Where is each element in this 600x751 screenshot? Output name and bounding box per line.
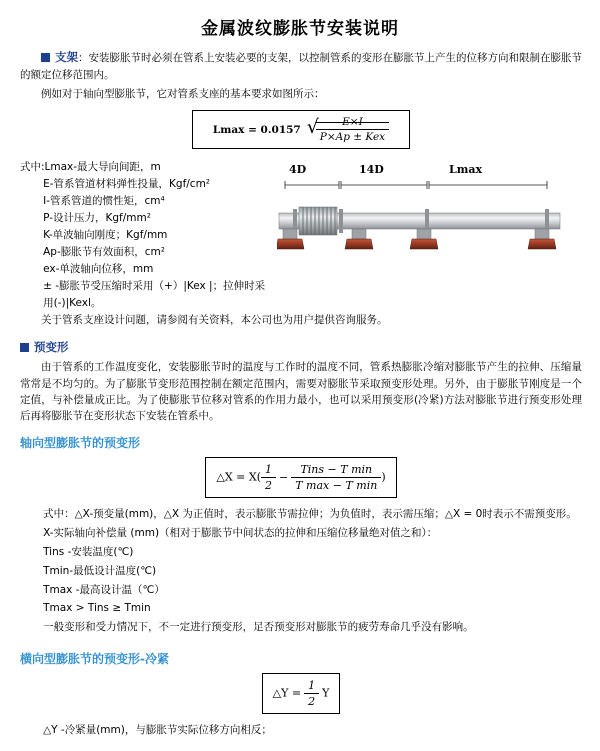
support-para2: 例如对于轴向型膨胀节，它对管系支座的基本要求如图所示： xyxy=(41,88,325,101)
bellows-joint xyxy=(299,207,337,235)
axial-formula-half xyxy=(261,463,276,492)
axial-note: X-实际轴向补偿量 (mm)（相对于膨胀节中间状态的拉伸和压缩位移量绝对值之和）： xyxy=(43,527,438,540)
definition-item: K-单波轴向刚度；Kgf/mm xyxy=(43,229,168,242)
support-heading: 支架 xyxy=(55,50,78,64)
page-title: 金属波纹膨胀节安装说明 xyxy=(201,19,399,39)
piping-diagram-container xyxy=(275,153,582,294)
piping-diagram xyxy=(277,179,562,294)
dimension-lines xyxy=(285,181,547,189)
lateral-formula-lhs: △Y = xyxy=(272,686,302,700)
lateral-note: △Y -冷紧量(mm)，与膨胀节实际位移方向相反； xyxy=(43,724,272,737)
definitions-and-diagram xyxy=(20,153,582,312)
support-intro-paragraph: 支架：安装膨胀节时必须在管系上安装必要的支架，以控制管系的变形在膨胀节上产生的位移方向和限制在膨胀节的额定位移范围内。 xyxy=(20,50,582,81)
support-para1: 安装膨胀节时必须在管系上安装必要的支架，以控制管系的变形在膨胀节上产生的位移方向和限制在膨胀节的额定位移范围内。 xyxy=(20,52,582,81)
lateral-formula-rhs: Y xyxy=(322,686,330,700)
axial-note: Tmin-最低设计温度(℃) xyxy=(43,564,157,577)
axial-formula-rhs: ) xyxy=(381,470,386,484)
axial-half-den: 2 xyxy=(265,479,272,493)
diagram-dimension-labels xyxy=(275,163,582,179)
document-page xyxy=(0,14,600,751)
diagram-label-4d: 4D xyxy=(289,163,307,177)
definition-item: 式中:Lmax-最大导向间距，m xyxy=(20,161,161,174)
axial-note: Tmax > Tins ≥ Tmin xyxy=(43,602,151,615)
axial-note: Tins -安装温度(℃) xyxy=(43,546,134,559)
diagram-label-lmax: Lmax xyxy=(449,163,483,177)
lateral-formula-box xyxy=(262,673,341,714)
blue-square-icon xyxy=(20,343,29,352)
lmax-formula-lhs: Lmax = 0.0157 xyxy=(212,123,301,136)
support-para3: 关于管系支座设计问题，请参阅有关资料，本公司也为用户提供咨询服务。 xyxy=(41,314,388,327)
lmax-numerator: √ E×I xyxy=(316,116,389,130)
sqrt-symbol xyxy=(307,116,389,143)
definition-item: ex-单波轴向位移，mm xyxy=(43,263,154,276)
document-body xyxy=(0,49,600,739)
lmax-formula xyxy=(192,110,410,149)
lateral-formula-half xyxy=(304,679,319,708)
definition-item: P-设计压力，Kgf/mm² xyxy=(43,212,151,225)
axial-half-num: 1 xyxy=(261,463,276,478)
axial-predeform-formula xyxy=(20,457,582,498)
predeform-para1: 由于管系的工作温度变化，安装膨胀节时的温度与工作时的温度不同，管系热膨胀冷缩对膨胀节产生的拉伸、压缩量常常是不均匀的。为了膨胀节变形范围控制在额定范围内，需要对膨胀节采取预变形处理。另外，由于膨胀节刚度是一个定值，与补偿量成正比。为了使膨胀节位移对管系的作用力最小，也可以采用预变形(冷紧)方法对膨胀节进行预变形处理后再将膨胀节在变形状态下安装在管系中。 xyxy=(20,361,582,423)
sqrt-bar xyxy=(316,116,389,144)
axial-note: Tmax -最高设计温（℃） xyxy=(43,583,165,596)
predeform-heading: 预变形 xyxy=(34,339,69,354)
definition-item: Ap-膨胀节有效面积，cm² xyxy=(43,246,165,259)
blue-square-icon xyxy=(41,53,50,62)
lmax-denominator: P×Ap ± Kex xyxy=(319,131,386,144)
lateral-half-den: 2 xyxy=(308,695,316,709)
axial-formula-lhs: △X = X( xyxy=(216,470,261,484)
axial-formula-box xyxy=(205,457,396,498)
lmax-fraction xyxy=(316,116,389,143)
definitions-list xyxy=(20,159,275,312)
definition-item: E-管系管道材料弹性投量，Kgf/cm² xyxy=(43,178,211,191)
diagram-label-14d: 14D xyxy=(359,163,384,177)
flange xyxy=(339,209,343,233)
lateral-predeform-subheading: 横向型膨胀节的预变形-冷紧 xyxy=(20,652,169,667)
axial-formula-minus: − xyxy=(279,470,289,484)
piping-diagram-svg xyxy=(277,179,562,284)
definition-item: ± -膨胀节受压缩时采用（+）|Kex |；拉伸时采用(-)|Kexl。 xyxy=(43,280,266,310)
lateral-half-num: 1 xyxy=(304,679,319,694)
predeform-heading-row xyxy=(20,339,582,357)
axial-formula-temp-fraction xyxy=(291,463,381,492)
axial-note: 式中：△X-预变量(mm)，△X 为正值时，表示膨胀节需拉伸；为负值时，表示需压缩；△X = 0时表示不需预变形。 xyxy=(43,508,577,521)
axial-predeform-subheading: 轴向型膨胀节的预变形 xyxy=(20,436,141,451)
axial-note: 一般变形和受力情况下，不一定进行预变形，足否预变形对膨胀节的疲劳寿命几乎没有影响。 xyxy=(43,621,474,634)
definition-item: I-管系管道的惯性矩，cm⁴ xyxy=(43,195,165,208)
axial-temp-num: Tins − T min xyxy=(291,463,381,478)
axial-temp-den: T max − T min xyxy=(295,479,378,493)
lateral-predeform-formula xyxy=(20,673,582,714)
